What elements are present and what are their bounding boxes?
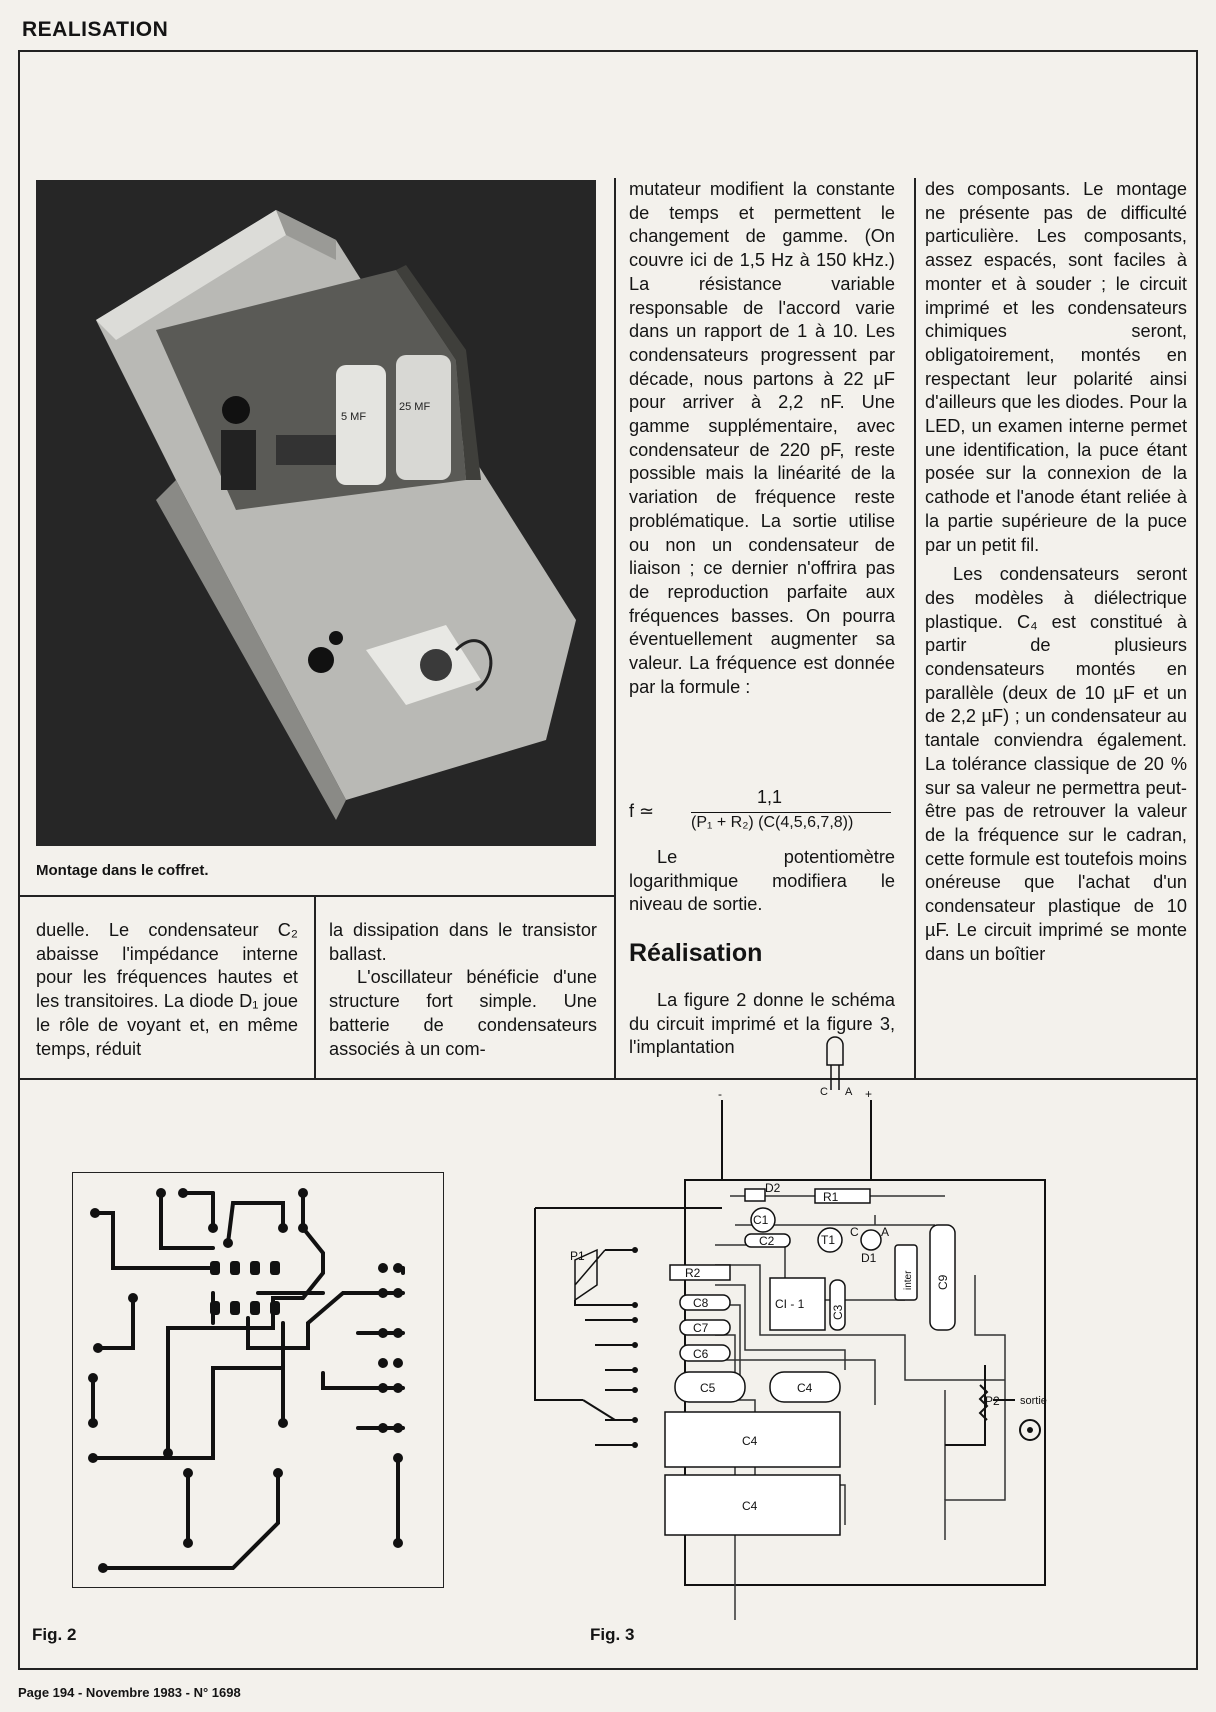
column-3-end xyxy=(629,989,895,1060)
c6-label: C6 xyxy=(693,1347,709,1361)
c9-label: C9 xyxy=(936,1274,950,1290)
c1-label: C1 xyxy=(753,1213,769,1227)
d1-c-label: C xyxy=(850,1225,859,1239)
component-layout-figure xyxy=(570,1086,1095,1610)
fig3-label: Fig. 3 xyxy=(590,1625,635,1644)
c4-label-3: C4 xyxy=(742,1499,758,1513)
heading-realisation: Réalisation xyxy=(629,939,763,967)
minus-label: - xyxy=(718,1087,722,1101)
p2-label: P2 xyxy=(985,1394,1000,1408)
formula-numerator: 1,1 xyxy=(757,787,783,807)
plus-label: + xyxy=(865,1087,873,1101)
paragraph: mutateur modifient la constante de temps et permettent le changement de gamme. (On couvre ici de 1,5 Hz à 150 kHz.) La résistance variable responsable de l'accord varie dans un rapport de 1 à 10. Les condensateurs progressent par décade, nous partons à 22 µF pour arriver à 2,2 nF. Une gamme supplémentaire, avec condensateur de 220 pF, reste possible mais la linéarité de la variation de fréquence reste problématique. La sortie utilise ou non un condensateur de liaison ; ce dernier n'offrira pas de reproduction parfaite aux fréquences basses. On pourra éventuellement augmenter sa valeur. La fréquence est donnée par la formule : xyxy=(629,179,895,697)
d1-a-label: A xyxy=(881,1225,890,1239)
divider-col1 xyxy=(314,895,316,1079)
component-diagram xyxy=(570,1086,1095,1610)
c3-label: C3 xyxy=(831,1304,845,1320)
paragraph: duelle. Le condensateur C₂ abaisse l'impédance interne pour les fréquences hautes et les transitoires. La diode D₁ joue le rôle de voyant et, en même temps, réduit xyxy=(36,920,298,1059)
paragraph: des composants. Le montage ne présente pas de difficulté particulière. Les composants, assez espacés, sont faciles à monter et à souder ; le circuit imprimé et les condensateurs chimiques seront, obligatoirement, montés en respectant leur polarité ainsi d'ailleurs que les diodes. Pour la LED, un examen interne permet une identification, la puce étant posée sur la connexion de la cathode et l'anode étant reliée à la partie supérieure de la puce par un petit fil. xyxy=(925,179,1187,555)
c4-label-2: C4 xyxy=(742,1434,758,1448)
led-a-label: A xyxy=(845,1086,853,1098)
divider-col3 xyxy=(914,178,916,1079)
t1-label: T1 xyxy=(821,1233,836,1247)
formula-denominator: (P₁ + R₂) (C(4,5,6,7,8)) xyxy=(691,814,854,831)
divider-horizontal xyxy=(18,1078,1198,1080)
pcb-layout-figure xyxy=(72,1172,444,1588)
c8-label: C8 xyxy=(693,1296,709,1310)
photo-caption: Montage dans le coffret. xyxy=(36,862,209,879)
capacitor-marking-2: 25 MF xyxy=(399,401,431,413)
enclosure-photo xyxy=(36,180,596,846)
page-footer: Page 194 - Novembre 1983 - N° 1698 xyxy=(18,1685,241,1700)
c4-label-1: C4 xyxy=(797,1381,813,1395)
d1-label: D1 xyxy=(861,1251,877,1265)
fig2-label: Fig. 2 xyxy=(32,1625,77,1644)
sortie-label: sortie xyxy=(1020,1395,1047,1407)
column-1-bottom xyxy=(36,919,298,1061)
inter-label: inter xyxy=(903,1270,914,1290)
r2-label: R2 xyxy=(685,1266,701,1280)
d2-label: D2 xyxy=(765,1181,781,1195)
capacitor-marking-1: 5 MF xyxy=(341,411,367,423)
c7-label: C7 xyxy=(693,1321,709,1335)
formula-lhs: f ≃ xyxy=(629,801,655,821)
pcb-traces xyxy=(73,1173,443,1587)
paragraph: Le potentiomètre logarithmique modifiera le niveau de sortie. xyxy=(629,847,895,915)
fraction-bar xyxy=(691,812,891,813)
column-4 xyxy=(925,178,1187,966)
c5-label: C5 xyxy=(700,1381,716,1395)
c2-label: C2 xyxy=(759,1234,775,1248)
column-3 xyxy=(629,178,895,699)
divider-col2 xyxy=(614,178,616,1079)
column-2-bottom xyxy=(329,919,597,1061)
frequency-formula xyxy=(629,787,895,839)
ci1-label: CI - 1 xyxy=(775,1297,805,1311)
section-header: REALISATION xyxy=(22,18,169,41)
paragraph: la dissipation dans le transistor ballast. xyxy=(329,920,597,964)
divider-under-photo xyxy=(18,895,614,897)
r1-label: R1 xyxy=(823,1190,839,1204)
p1-label: P1 xyxy=(570,1249,585,1263)
paragraph: La figure 2 donne le schéma du circuit imprimé et la figure 3, l'implantation xyxy=(629,990,895,1058)
paragraph: L'oscillateur bénéficie d'une structure fort simple. Une batterie de condensateurs associés à un com- xyxy=(329,967,597,1059)
led-c-label: C xyxy=(820,1086,828,1098)
column-3-continued xyxy=(629,846,895,917)
paragraph: Les condensateurs seront des modèles à diélectrique plastique. C₄ est constitué à partir de plusieurs condensateurs montés en parallèle (deux de 10 µF et un de 2,2 µF) ; un condensateur au tantale conviendra également. La tolérance classique de 20 % sur sa valeur ne permettra peut-être pas de retrouver la valeur de la fréquence sur le cadran, cette formule est toutefois moins onéreuse que l'achat d'un condensateur plastique de 10 µF. Le circuit imprimé se monte dans un boîtier xyxy=(925,564,1187,964)
